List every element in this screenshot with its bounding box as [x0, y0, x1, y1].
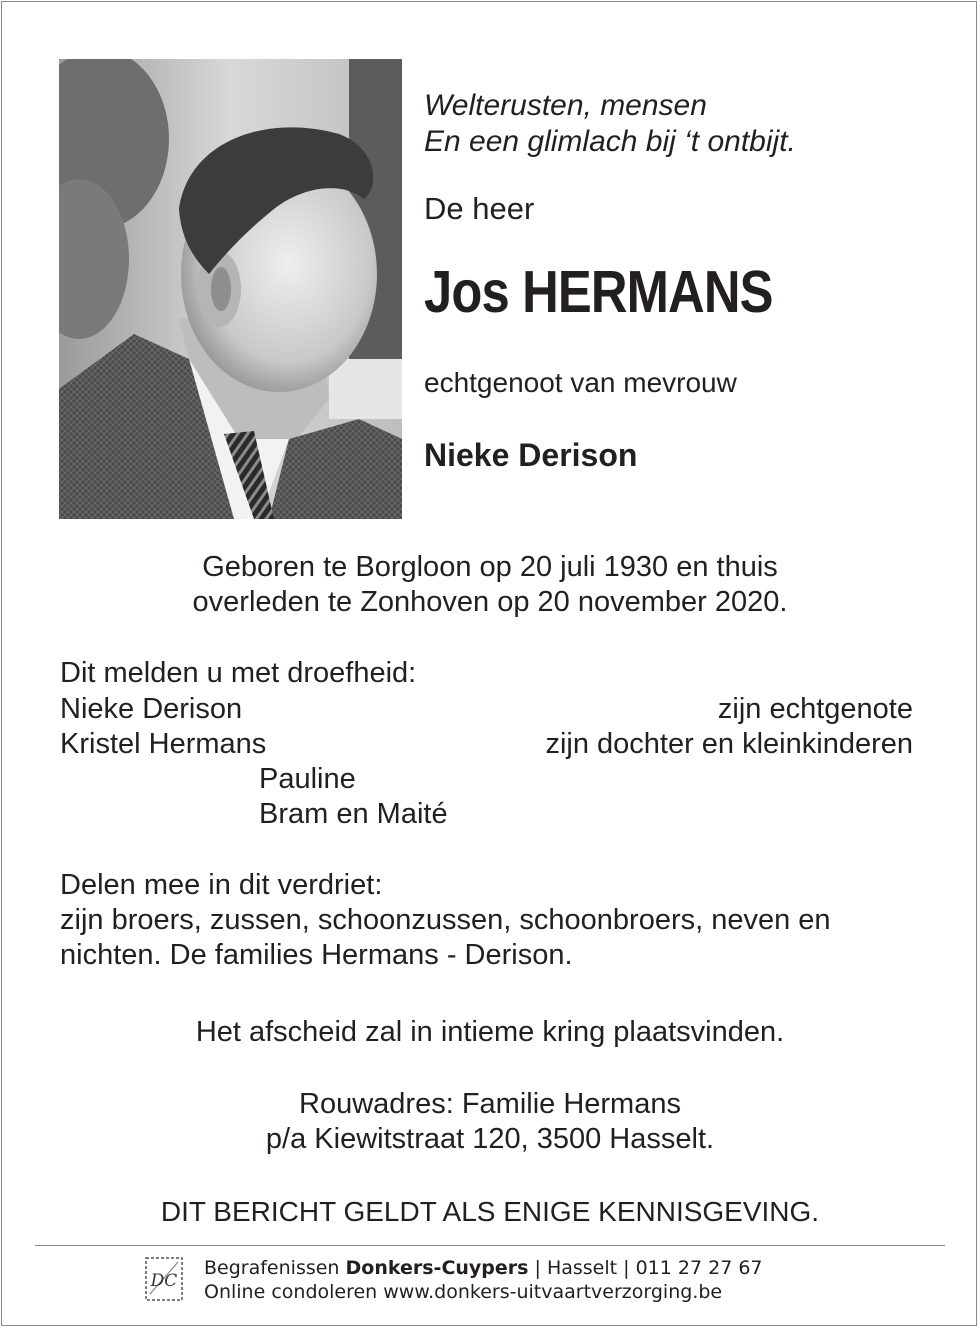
website-link[interactable]: www.donkers-uitvaartverzorging.be [383, 1281, 723, 1303]
footer-phone: 011 27 27 67 [635, 1257, 763, 1279]
mourner-relation: zijn echtgenote [717, 693, 913, 725]
birth-death-text [40, 550, 940, 620]
motto-line-1: Welterusten, mensen [424, 89, 707, 122]
mourners-heading: Dit melden u met droefheid: [60, 657, 417, 689]
death-line: overleden te Zonhoven op 20 november 2020. [192, 586, 788, 618]
address-line-2: p/a Kiewitstraat 120, 3500 Hasselt. [265, 1123, 715, 1155]
mourner-relation: zijn dochter en kleinkinderen [545, 728, 913, 760]
motto [424, 88, 796, 160]
funeral-home-logo [144, 1256, 184, 1302]
honorific-title: De heer [424, 191, 535, 226]
logo-lettering: DC [150, 1271, 178, 1291]
footer-online-line [204, 1280, 722, 1304]
mourning-address [40, 1087, 940, 1157]
grandchild-name: Bram en Maité [259, 798, 448, 830]
sharing-heading: Delen mee in dit verdriet: [60, 869, 383, 901]
notice-text: DIT BERICHT GELDT ALS ENIGE KENNISGEVING. [160, 1196, 820, 1227]
company-name: Donkers-Cuypers [345, 1257, 529, 1279]
spouse-intro: echtgenoot van mevrouw [424, 367, 737, 398]
address-line-1: Rouwadres: Familie Hermans [299, 1088, 681, 1120]
grandchild-name: Pauline [259, 763, 356, 795]
motto-line-2: En een glimlach bij ‘t ontbijt. [424, 125, 796, 158]
spouse-name: Nieke Derison [424, 437, 638, 473]
mourner-name: Kristel Hermans [60, 728, 267, 760]
online-label: Online condoleren [204, 1281, 378, 1303]
farewell-text: Het afscheid zal in intieme kring plaatsvinden. [195, 1016, 785, 1048]
mourner-name: Nieke Derison [60, 693, 243, 725]
footer-divider [35, 1245, 945, 1246]
footer-company-line [204, 1256, 763, 1280]
sharing-line-2: nichten. De families Hermans - Derison. [60, 939, 573, 971]
deceased-name: Jos HERMANS [424, 259, 773, 325]
sharing-line-1: zijn broers, zussen, schoonzussen, schoonbroers, neven en [60, 904, 831, 936]
footer-prefix: Begrafenissen [204, 1257, 340, 1279]
portrait-photo [59, 59, 402, 519]
footer-city: | Hasselt | [534, 1257, 630, 1279]
birth-line: Geboren te Borgloon op 20 juli 1930 en thuis [202, 551, 778, 583]
